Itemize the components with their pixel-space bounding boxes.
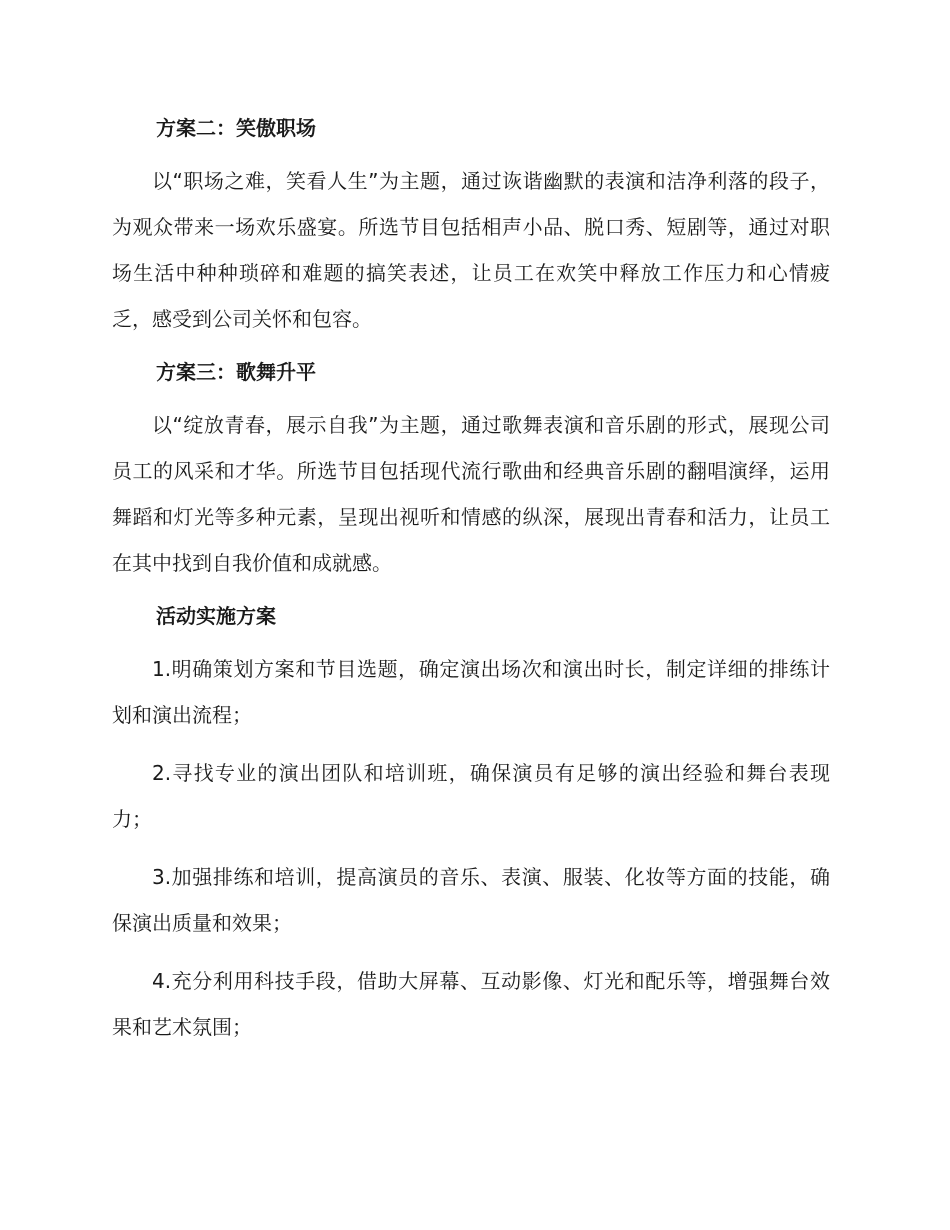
plan3-paragraph: 以“绽放青春，展示自我”为主题，通过歌舞表演和音乐剧的形式，展现公司员工的风采和才华。所选节目包括现代流行歌曲和经典音乐剧的翻唱演绎，运用舞蹈和灯光等多种元素，呈现出视听和情感的纵深，展现出青春和活力，让员工在其中找到自我价值和成就感。 [112,413,830,575]
plan2-heading: 方案二：笑傲职场 [156,116,316,140]
document-page [112,110,830,1062]
plan3-heading: 方案三：歌舞升平 [156,360,316,384]
implementation-heading: 活动实施方案 [156,604,276,628]
plan2-paragraph: 以“职场之难，笑看人生”为主题，通过诙谐幽默的表演和洁净利落的段子，为观众带来一场欢乐盛宴。所选节目包括相声小品、脱口秀、短剧等，通过对职场生活中种种琐碎和难题的搞笑表述，让员工在欢笑中释放工作压力和心情疲乏，感受到公司关怀和包容。 [112,169,830,331]
implementation-item-1: 1.明确策划方案和节目选题，确定演出场次和演出时长，制定详细的排练计划和演出流程； [112,657,830,727]
implementation-item-3: 3.加强排练和培训，提高演员的音乐、表演、服装、化妆等方面的技能，确保演出质量和效果； [112,865,830,935]
implementation-item-4: 4.充分利用科技手段，借助大屏幕、互动影像、灯光和配乐等，增强舞台效果和艺术氛围； [112,969,830,1039]
implementation-item-2: 2.寻找专业的演出团队和培训班，确保演员有足够的演出经验和舞台表现力； [112,761,830,831]
